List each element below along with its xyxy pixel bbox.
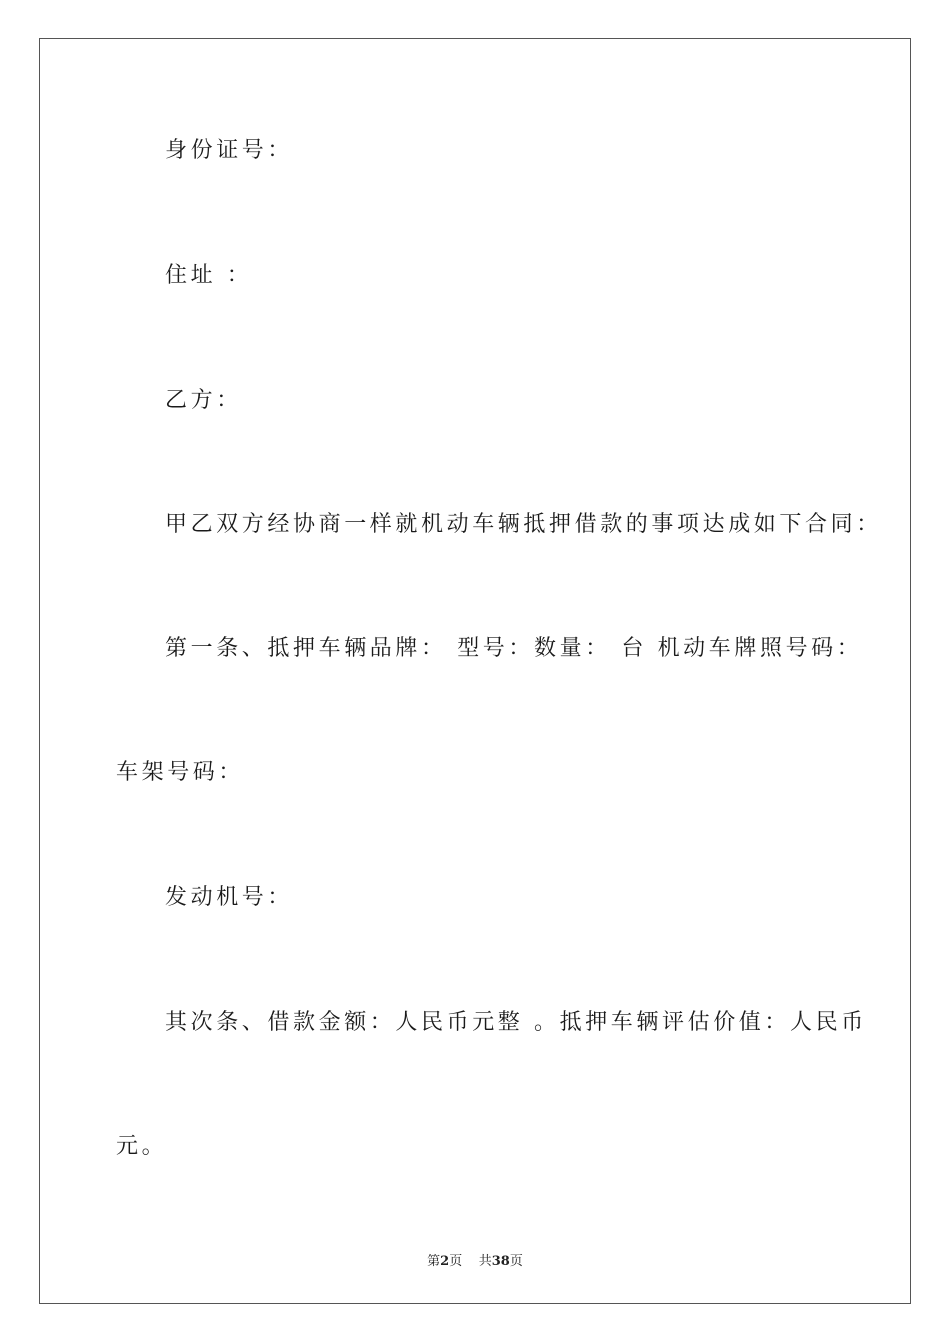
id-number-line: 身份证号：	[165, 138, 294, 163]
amount-end-line: 元。	[116, 1134, 168, 1159]
article-two-line: 其次条、借款金额：人民币元整 。抵押车辆评估价值：人民币	[165, 1010, 867, 1035]
page-footer: 第2页 共38页	[427, 1254, 523, 1269]
total-pages: 38	[491, 1254, 510, 1269]
page-number: 2	[440, 1254, 450, 1269]
frame-number-line: 车架号码：	[116, 760, 245, 785]
address-line: 住址 ：	[165, 263, 253, 288]
article-one-line: 第一条、抵押车辆品牌： 型号：数量： 台 机动车牌照号码：	[165, 636, 863, 661]
engine-number-line: 发动机号：	[165, 885, 294, 910]
agreement-intro-line: 甲乙双方经协商一样就机动车辆抵押借款的事项达成如下合同：	[165, 512, 882, 537]
page-border	[39, 38, 911, 1304]
party-b-line: 乙方：	[165, 388, 242, 413]
